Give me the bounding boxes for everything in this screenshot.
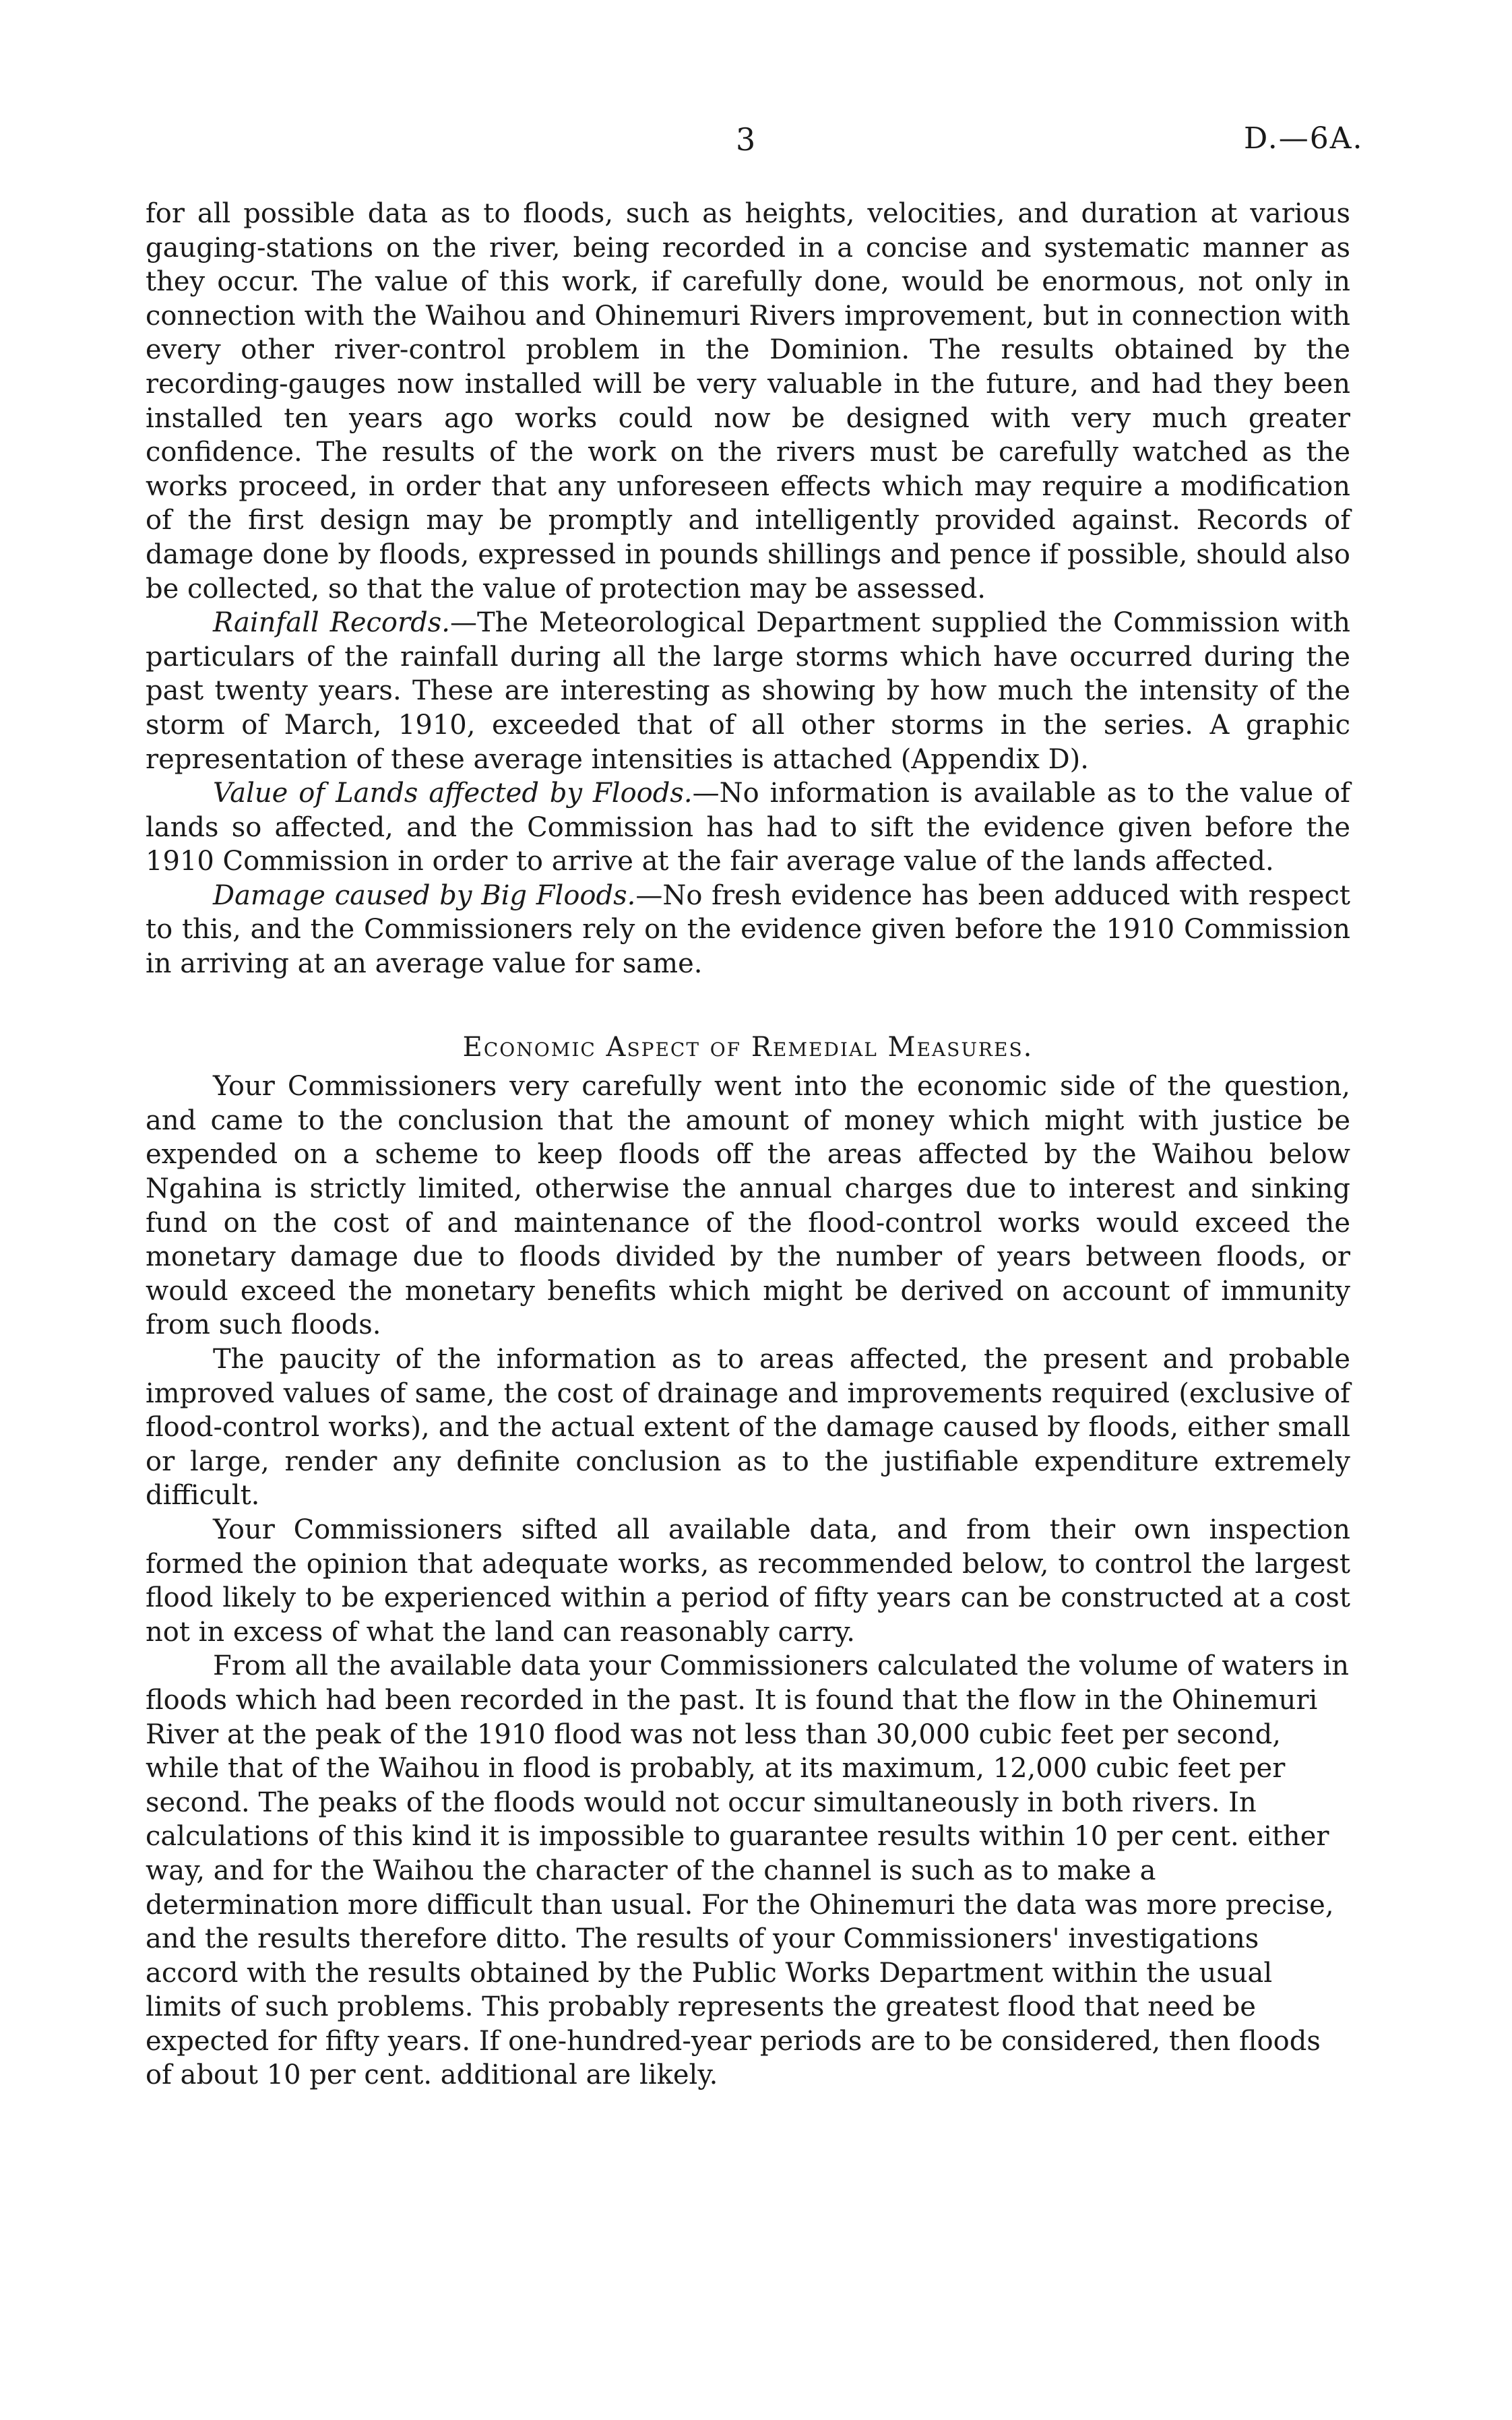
document-reference: D.—6A.: [1244, 121, 1364, 156]
paragraph-rainfall-records: [146, 606, 1350, 776]
paragraph-inspection-opinion: Your Commissioners sifted all available data, and from their own inspection formed the opinion that adequate works, as recommended below, to control the largest flood likely to be experienced within a period of fifty years can be constructed at a cost not in excess of what the land can reasonably carry.: [146, 1514, 1350, 1648]
run-in-heading: Damage caused by Big Floods.: [213, 879, 636, 911]
body-text: [146, 197, 1350, 2092]
run-in-heading: Value of Lands affected by Floods.: [213, 778, 693, 809]
paragraph-economic-side: Your Commissioners very carefully went into the economic side of the question, and came to the conclusion that the amount of money which might with justice be expended on a scheme to keep floods off the areas affected by the Waihou below Ngahina is strictly limited, otherwise the annual charges due to interest and sinking fund on the cost of and maintenance of the flood-control works would exceed the monetary damage due to floods divided by the number of years between floods, or would exceed the monetary benefits which might be derived on account of immunity from such floods.: [146, 1071, 1350, 1341]
section-heading: Economic Aspect of Remedial Measures.: [462, 1031, 1034, 1063]
paragraph-body: —No information is available as to the value of lands so affected, and the Commission has had to sift the evidence given before the 1910 Commission in order to arrive at the fair average value of the lands affected.: [146, 778, 1350, 877]
run-in-heading: Rainfall Records.: [213, 607, 450, 639]
paragraph-body: —No fresh evidence has been adduced with respect to this, and the Commissioners rely on the evidence given before the 1910 Commission in arriving at an average value for same.: [146, 879, 1351, 980]
paragraph-data-recording: for all possible data as to floods, such as heights, velocities, and duration at various gauging-stations on the river, being recorded in a concise and systematic manner as they occur. The value of this work, if carefully done, would be enormous, not only in connection with the Waihou and Ohinemuri Rivers improvement, but in connection with every other river-control problem in the Dominion. The results obtained by the recording-gauges now installed will be very valuable in the future, and had they been installed ten years ago works could now be designed with very much greater confidence. The results of the work on the rivers must be carefully watched as the works proceed, in order that any unforeseen effects which may require a modification of the first design may be promptly and intelligently provided against. Records of damage done by floods, expressed in pounds shillings and pence if possible, should also be collected, so that the value of protection may be assessed.: [146, 198, 1350, 604]
paragraph-flood-volume: From all the available data your Commissioners calculated the volume of waters in floods which had been recorded in the past. It is found that the flow in the Ohinemuri River at the peak of the 1910 flood was not less than 30,000 cubic feet per second, while that of the Waihou in flood is probably, at its maximum, 12,000 cubic feet per second. The peaks of the floods would not occur simultaneously in both rivers. In calculations of this kind it is impossible to guarantee results within 10 per cent. either way, and for the Waihou the character of the channel is such as to make a determination more difficult than usual. For the Ohinemuri the data was more precise, and the results therefore ditto. The results of your Commissioners' investigations accord with the results obtained by the Public Works Department within the usual limits of such problems. This probably represents the greatest flood that need be expected for fifty years. If one-hundred-year periods are to be considered, then floods of about 10 per cent. additional are likely.: [146, 1650, 1349, 2091]
paragraph-body: —The Meteorological Department supplied the Commission with particulars of the rainfall during all the large storms which have occurred during the past twenty years. These are interesting as showing by how much the intensity of the storm of March, 1910, exceeded that of all other storms in the series. A graphic representation of these average intensities is attached (Appendix D).: [146, 607, 1350, 775]
page-number: 3: [736, 121, 757, 158]
paragraph-paucity-of-information: The paucity of the information as to areas affected, the present and probable improved values of same, the cost of drainage and improvements required (exclusive of flood-control works), and the actual extent of the damage caused by floods, either small or large, render any definite conclusion as to the justifiable expenditure extremely difficult.: [146, 1344, 1350, 1512]
paragraph-damage-big-floods: [146, 879, 1350, 981]
paragraph-value-of-lands: [146, 776, 1350, 879]
